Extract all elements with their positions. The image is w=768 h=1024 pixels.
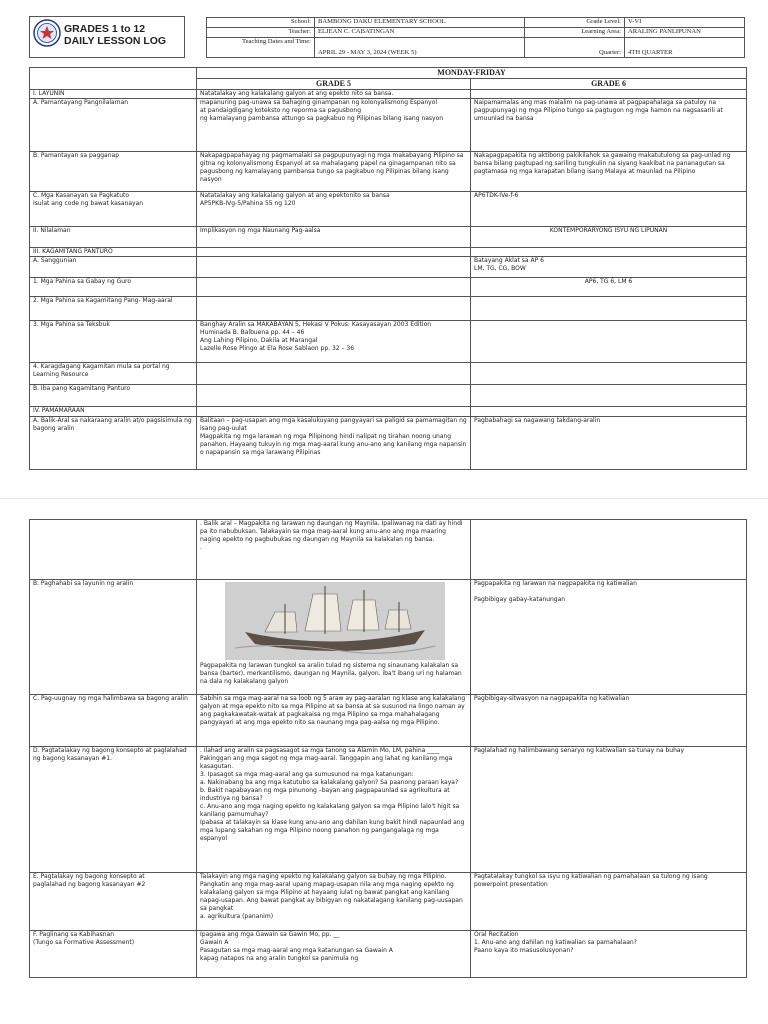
grade6-cell: KONTEMPORARYONG ISYU NG LIPUNAN	[471, 227, 747, 248]
grade5-cell: . Ilahad ang aralin sa pagsasagot sa mga tanong sa Alamin Mo, LM, pahina ____ Pakinggan ang mga sagot ng mga mag-aaral. Tanggapin ang lahat ng kanilang mga kasagutan. 3. Ipasagot sa mga mag-aaral ang ga sumusunod na mga katanungan: a. Nakinabang ba ang mga katutubo sa kalakalang galyon? Sa paanong paraan kaya? b. Bakit napabayaan ng mga pinunong –bayan ang pagpapaunlad sa agrikultura at industriya ng bansa? c. Anu-ano ang mga naging epekto ng kalakalang galyon sa mga Pilipino lalo't higit sa kanilang pamumuhay? Ipabasa at talakayin sa klase kung anu-ano ang dahilan kung bakit hindi napaunlad ang mga lupang sakahan ng mga Pilipino noong panahon ng pangangalaga ng mga espanyol	[197, 747, 471, 873]
row-label: II. Nilalaman	[30, 227, 197, 248]
school-value: BAMBONG DAKU ELEMENTARY SCHOOL	[315, 18, 525, 28]
grade5-cell: Natatalakay ang kalakalang galyon at ang epekto nito sa bansa.	[197, 90, 471, 99]
grade6-cell	[471, 520, 747, 580]
table-row	[30, 695, 747, 747]
lesson-table-page2	[29, 519, 747, 978]
row-label: E. Pagtalakay ng bagong konsepto at paglalahad ng bagong kasanayan #2	[30, 873, 197, 931]
row-label: III. KAGAMITANG PANTURO	[30, 248, 197, 257]
grade5-cell	[197, 363, 471, 385]
grade6-cell	[471, 407, 747, 417]
dates-value: APRIL 29 - MAY 3, 2024 (WEEK 5)	[315, 38, 525, 58]
row-label: F. Paglinang sa Kabihasnan (Tungo sa Formative Assessment)	[30, 931, 197, 978]
grade6-cell	[471, 385, 747, 407]
grade6-cell: Pagbibigay-sitwasyon na nagpapakita ng katiwalian	[471, 695, 747, 747]
row-label: B. Paghahabi sa layunin ng aralin	[30, 580, 197, 695]
row-label: C. Mga Kasanayan sa Pagkatuto Isulat ang code ng bawat kasanayan	[30, 192, 197, 227]
dates-label: Teaching Dates and Time:	[207, 38, 315, 58]
table-row	[30, 407, 747, 417]
grade5-cell: Banghay Aralin sa MAKABAYAN 5, Hekasi V Pokus: Kasayasayan 2003 Edition Huminada B. Balbuena pp. 44 – 46 Ang Lahing Pilipino, Dakila at Marangal Lazelle Rose Plingo at Ela Rose Sablaon pp. 32 – 36	[197, 321, 471, 363]
row-label: 4. Karagdagang Kagamitan mula sa portal ng Learning Resource	[30, 363, 197, 385]
table-row	[30, 931, 747, 978]
table-row	[30, 520, 747, 580]
grade6-cell	[471, 363, 747, 385]
grade5-cell	[197, 580, 471, 695]
grade6-cell: Oral Recitation 1. Anu-ano ang dahilan ng katiwalian sa pamahalaan? Paano kaya ito masusolusyonan?	[471, 931, 747, 978]
grade5-cell: Nakapagpapahayag ng pagmamalaki sa pagpupunyagi ng mga makabayang Pilipino sa gitna ng kolonyalismong Espanyol at sa mahalagang papel na ginagampanan nito sa pagusbong ng kamalayang pambansa tungo sa pagkabuo ng Pilipinas bilang isang nasyon	[197, 152, 471, 192]
grade6-cell	[471, 248, 747, 257]
row-label: 3. Mga Pahina sa Teksbuk	[30, 321, 197, 363]
grade6-cell: Batayang Aklat sa AP 6 LM, TG, CG, BOW	[471, 257, 747, 278]
teacher-value: ELJEAN C. CABATINGAN	[315, 28, 525, 38]
grade6-cell	[471, 90, 747, 99]
row-label: I. LAYUNIN	[30, 90, 197, 99]
row-label: B. Iba pang Kagamitang Panturo	[30, 385, 197, 407]
grade6-cell	[471, 297, 747, 321]
title-box	[29, 16, 185, 58]
grade-level-label: Grade Level:	[525, 18, 625, 28]
row-label: C. Pag-uugnay ng mga halimbawa sa bagong aralin	[30, 695, 197, 747]
grade5-cell: Talakayin ang mga naging epekto ng kalakalang galyon sa buhay ng mga Pilipino. Pangkatin ang mga mag-aaral upang mapag-usapan nila ang mga naging epekto ng kalakalang galyon sa mga Pilipino at hayaang iulat ng bawat pangkat ang kanilang napag-usapan. Ang bawat pangkat ay bibigyan ng nakatalagang kanilang pag-uusapan sa pangkat a. agrikultura (pananim)	[197, 873, 471, 931]
table-row	[30, 227, 747, 248]
quarter-label: Quarter:	[525, 38, 625, 58]
row-label: A. Pamantayang Pangnilalaman	[30, 99, 197, 152]
grade6-cell: Nakapagpapakita ng aktibong pakikilahok sa gawaing makatutulong sa pag-unlad ng bansa bilang pagtupad ng sariling tungkulin na siyang kaakibat na pananagutan sa pagtamasa ng mga karapatan bilang isang Malaya at maunlad na Pilipino	[471, 152, 747, 192]
table-row	[30, 192, 747, 227]
quarter-value: 4TH QUARTER	[625, 38, 745, 58]
corner-cell	[30, 68, 197, 90]
dll-title-line1: GRADES 1 to 12	[64, 23, 146, 35]
grade5-cell: Sabihin sa mga mag-aaral na sa loob ng 5 araw ay pag-aaralan ng klase ang kalakalang galyon at mga epekto nito sa mga Pilipino at sa bansa at sa susunod na lingo naman ay ang pagkakawatak-watak at pagkakaisa ng mga Pilipino sa mga mahahalagang pangyayari at ang mga epekto nito sa naunang mga pag-aalsa ng mga Pilipino.	[197, 695, 471, 747]
lesson-table-page1	[29, 67, 747, 470]
grade5-cell	[197, 385, 471, 407]
table-row	[30, 248, 747, 257]
grade-level-value: V-VI	[625, 18, 745, 28]
grade6-cell: Pagpapakita ng larawan na nagpapakita ng katiwalian Pagbibigay gabay-katanungan	[471, 580, 747, 695]
grade5-cell	[197, 278, 471, 297]
table-row	[30, 278, 747, 297]
table-row	[30, 90, 747, 99]
row-label: D. Pagtatalakay ng bagong konsepto at paglalahad ng bagong kasanayan #1.	[30, 747, 197, 873]
table-row	[30, 99, 747, 152]
grade6-cell	[471, 321, 747, 363]
header-info-table	[206, 17, 745, 58]
row-label: 2. Mga Pahina sa Kagamitang Pang- Mag-aaral	[30, 297, 197, 321]
grade5-cell: Natatalakay ang kalakalang galyon at ang epektonito sa bansa AP5PKB-IVg-5/Pahina 55 ng 120	[197, 192, 471, 227]
grade5-cell	[197, 297, 471, 321]
table-row	[30, 580, 747, 695]
grade6-cell: Pagbabahagi sa nagawang takdang-aralin	[471, 417, 747, 470]
grade6-cell: AP6, TG 6, LM 6	[471, 278, 747, 297]
grade5-cell: Implikasyon ng mga Naunang Pag-aalsa	[197, 227, 471, 248]
grade5-cell: Balitaan – pag-usapan ang mga kasalukuyang pangyayari sa paligid sa pamamagitan ng isang pag-uulat Magpakita ng mga larawan ng mga Pilipinong hindi nalipat ng tirahan noong unang panahon. Hayaang tukuyin ng mga mag-aaral kung anu-ano ang kanilang mga napansin o napapansin sa mga larawang Pilipinas	[197, 417, 471, 470]
grade5-header: GRADE 5	[197, 79, 471, 90]
row-label	[30, 520, 197, 580]
grade5-cell: . Balik aral – Magpakita ng larawan ng daungan ng Maynila. Ipaliwanag na dati ay hindi pa ito nabubuksan. Talakayain sa mga mag-aaral kung anu-ano ang mga maaring naging epekto ng pagbubukas ng daungan ng Maynila sa kalakalan ng bansa. .	[197, 520, 471, 580]
table-row	[30, 363, 747, 385]
grade6-header: GRADE 6	[471, 79, 747, 90]
week-header: MONDAY-FRIDAY	[197, 68, 747, 79]
grade6-cell: Paglalahad ng halimbawang senaryo ng katiwalian sa tunay na buhay	[471, 747, 747, 873]
table-row	[30, 297, 747, 321]
grade5-cell: Ipagawa ang mga Gawain sa Gawin Mo, pp. __ Gawain A Pasagutan sa mga mag-aaral ang mga katanungan sa Gawain A kapag natapos na ang aralin tungkol sa panimula ng	[197, 931, 471, 978]
dll-title-line2: DAILY LESSON LOG	[64, 35, 167, 47]
table-row	[30, 152, 747, 192]
row-label: A. Sanggunian	[30, 257, 197, 278]
table-row	[30, 257, 747, 278]
row-label: A. Balik-Aral sa nakaraang aralin at/o pagsisimula ng bagong aralin	[30, 417, 197, 470]
row-label: 1. Mga Pahina sa Gabay ng Guro	[30, 278, 197, 297]
table-row	[30, 873, 747, 931]
grade5-cell	[197, 248, 471, 257]
grade6-cell: Naipamamalas ang mas malalim na pag-unawa at pagpapahalaga sa patuloy na pagpupunyagi ng mga Pilipino tungo sa pagtugon ng mga hamon na nagsasarili at umuunlad na bansa	[471, 99, 747, 152]
image-caption: Pagpapakita ng larawan tungkol sa aralin tulad ng sistema ng sinaunang kalakalan sa bansa (barter), merkantilismo, daungan ng Maynila, galyon, iba't ibang uri ng halaman na dala ng kalakalang galyon	[200, 662, 462, 685]
grade6-cell: Pagtatalakay tungkol sa isyu ng katiwalian ng pamahalaan sa tulong ng isang powerpoint presentation	[471, 873, 747, 931]
table-row	[30, 321, 747, 363]
table-row	[30, 417, 747, 470]
teacher-label: Teacher:	[207, 28, 315, 38]
grade6-cell: AP6TDK-IVe-f-6	[471, 192, 747, 227]
grade5-cell: mapanuring pag-unawa sa bahaging ginampanan ng kolonyalismong Espanyol at pandaigdigang koteksto ng reporma sa pagusbong ng kamalayang pambansa attungo sa pagkabuo ng Pilipinas bilang isang nasyon	[197, 99, 471, 152]
page-break	[0, 498, 768, 499]
row-label: B. Pamantayan sa pagganap	[30, 152, 197, 192]
table-row	[30, 385, 747, 407]
grade5-cell	[197, 257, 471, 278]
galleon-ship-image	[225, 582, 445, 660]
school-label: School:	[207, 18, 315, 28]
grade5-cell	[197, 407, 471, 417]
table-row	[30, 747, 747, 873]
learning-area-label: Learning Area:	[525, 28, 625, 38]
row-label: IV. PAMAMARAAN	[30, 407, 197, 417]
learning-area-value: ARALING PANLIPUNAN	[625, 28, 745, 38]
